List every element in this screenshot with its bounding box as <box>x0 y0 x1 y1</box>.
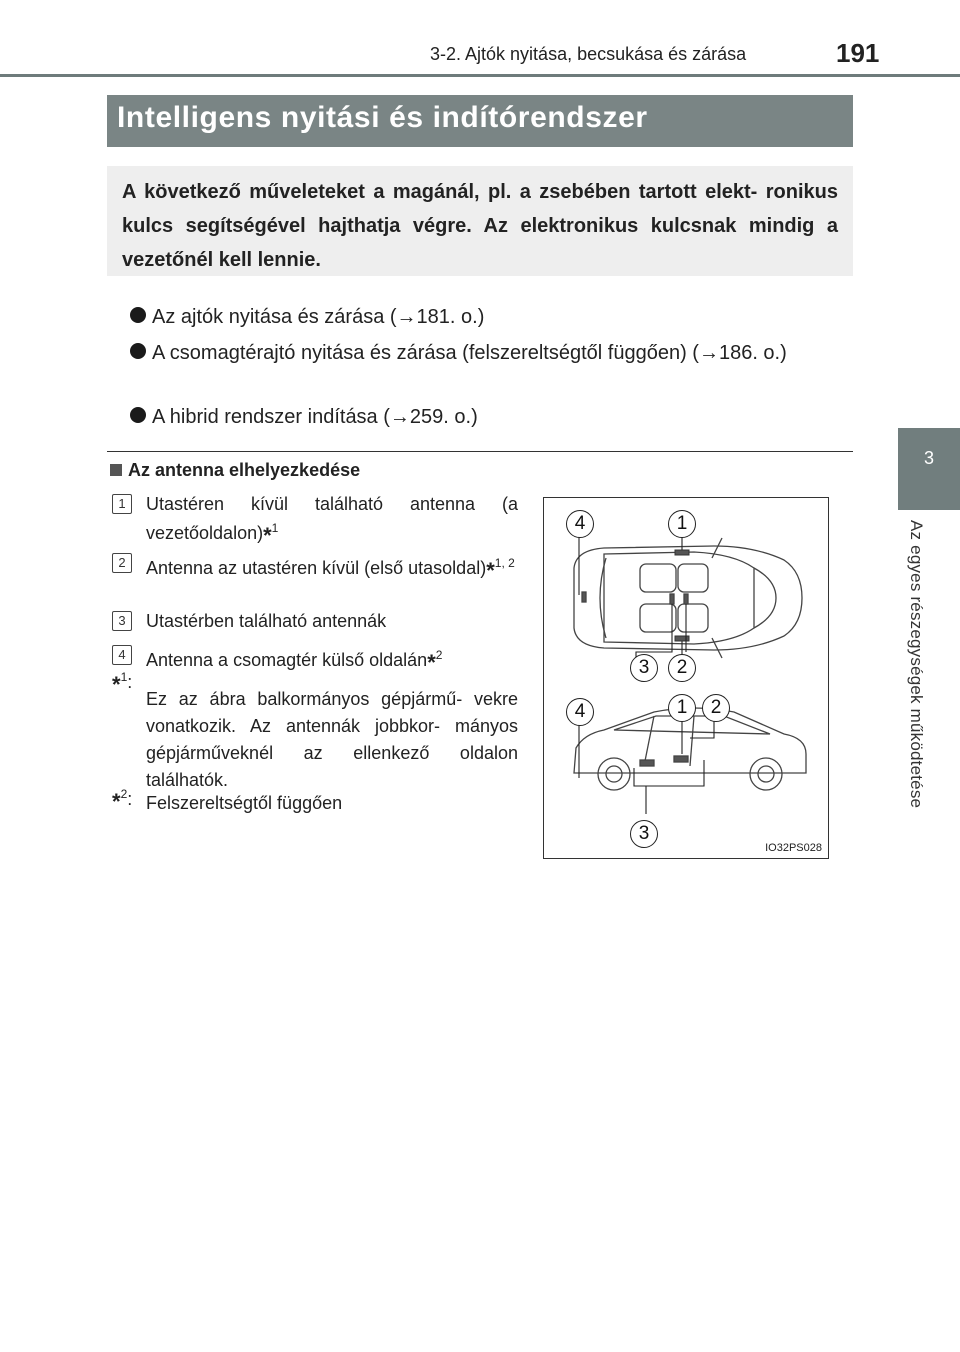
antenna-item-1: Utastéren kívül található antenna (a vezetőoldalon)*$^1$ <box>146 494 518 548</box>
figure-code: IO32PS028 <box>765 842 822 854</box>
callout-4-top: 4 <box>566 510 594 538</box>
footnote-1-mark: *$^1$: <box>112 670 133 697</box>
bullet-3-text: A hibrid rendszer indítása (→259. o.) <box>152 406 478 428</box>
item-number-3: 3 <box>112 611 132 631</box>
item-number-2: 2 <box>112 553 132 573</box>
page-number: 191 <box>836 38 880 68</box>
bullet-1 <box>130 305 154 328</box>
callout-1-side: 1 <box>668 694 696 722</box>
intro-text: A következő műveleteket a magánál, pl. a zsebében tartott elekt- ronikus kulcs segítségével hajthatja végre. Az elektronikus kulcsnak mindig a vezetőnél kell lennie. <box>122 181 838 271</box>
bullet-dot-icon <box>130 307 146 323</box>
bullet-dot-icon <box>130 407 146 423</box>
bullet-2 <box>130 341 154 364</box>
callout-4-side: 4 <box>566 698 594 726</box>
bullet-2-text: A csomagtérajtó nyitása és zárása (felszereltségtől függően) (→186. o.) <box>152 342 787 364</box>
antenna-item-4: Antenna a csomagtér külső oldalán*$^2$ <box>146 648 443 675</box>
antenna-item-2: Antenna az utastéren kívül (első utasoldal)*$^{1, 2}$ <box>146 556 515 583</box>
footnote-2-mark: *$^2$: <box>112 787 133 814</box>
callout-3-top: 3 <box>630 654 658 682</box>
asterisk-mark: * <box>263 523 272 548</box>
bullet-1-text: Az ajtók nyitása és zárása (→181. o.) <box>152 306 485 328</box>
callout-1-top: 1 <box>668 510 696 538</box>
page-title: Intelligens nyitási és indítórendszer <box>117 101 648 134</box>
header-rule <box>0 74 960 77</box>
asterisk-mark: * <box>427 650 436 675</box>
callout-2-top: 2 <box>668 654 696 682</box>
footnote-2-text: Felszereltségtől függően <box>146 793 343 813</box>
chapter-number: 3 <box>923 448 934 468</box>
chapter-tab <box>898 428 960 510</box>
bullet-dot-icon <box>130 343 146 359</box>
item-number-1: 1 <box>112 494 132 514</box>
footnote-1-text: Ez az ábra balkormányos gépjármű- vekre vonatkozik. Az antennák jobbkor- mányos gépjárműveknél az ellenkező oldalon találhatók. <box>146 689 518 790</box>
chapter-title: Az egyes részegységek működtetése <box>907 520 926 809</box>
square-bullet-icon <box>110 464 122 476</box>
item-number-4: 4 <box>112 645 132 665</box>
car-side-view <box>574 708 806 790</box>
callout-2-side: 2 <box>702 694 730 722</box>
bullet-3 <box>130 405 154 428</box>
section-title: 3-2. Ajtók nyitása, becsukása és zárása <box>430 44 747 64</box>
subsection-heading: Az antenna elhelyezkedése <box>110 460 360 481</box>
section-divider <box>107 451 853 452</box>
asterisk-mark: * <box>486 558 495 583</box>
antenna-figure <box>543 497 829 859</box>
callout-3-side: 3 <box>630 820 658 848</box>
chapter-title-wrap <box>906 520 930 860</box>
antenna-item-3: Utastérben található antennák <box>146 611 387 631</box>
